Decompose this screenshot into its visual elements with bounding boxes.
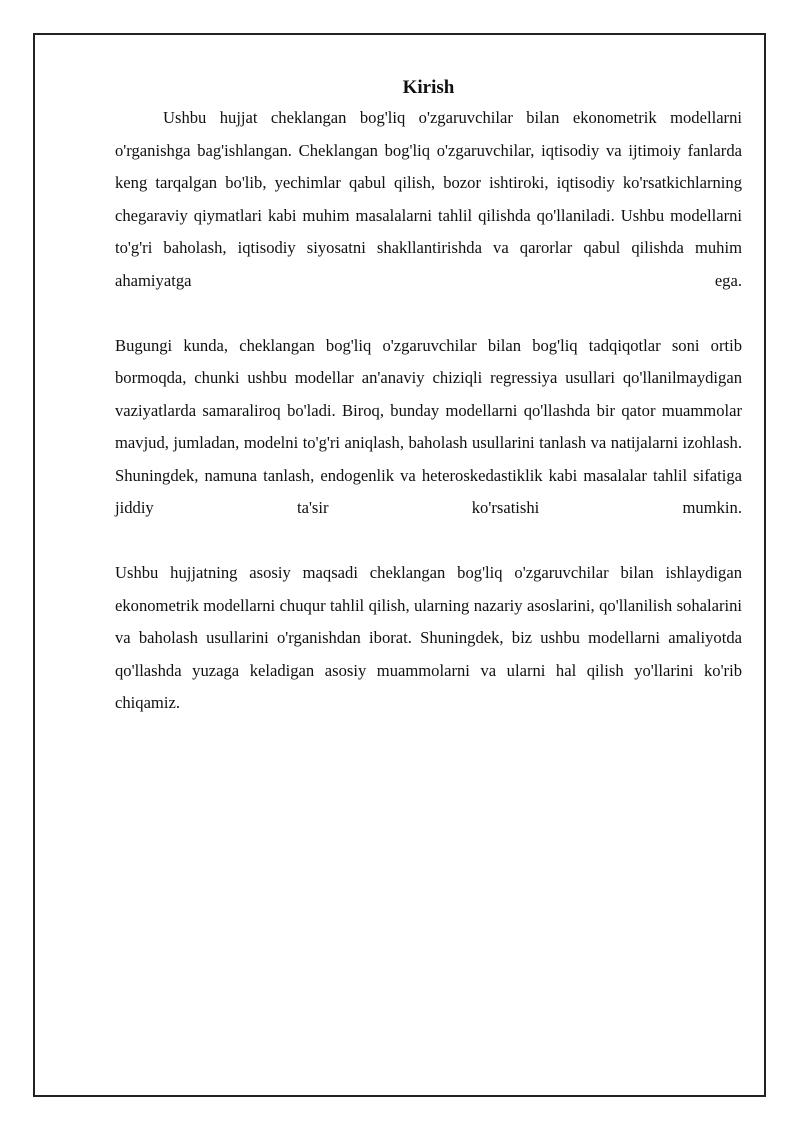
paragraph-2: Bugungi kunda, cheklangan bog'liq o'zgaruvchilar bilan bog'liq tadqiqotlar soni ortib bormoqda, chunki ushbu modellar an'anaviy chiziqli regressiya usullari qo'llanilmaydigan vaziyatlarda samaraliroq bo'ladi. Biroq, bunday modellarni qo'llashda bir qator muammolar mavjud, jumladan, modelni to'g'ri aniqlash, baholash usullarini tanlash va natijalarni izohlash. Shuningdek, namuna tanlash, endogenlik va heteroskedastiklik kabi masalalar tahlil sifatiga jiddiy ta'sir ko'rsatishi mumkin.: [115, 335, 742, 517]
document-title: Kirish: [402, 77, 455, 98]
paragraph-spacer: [115, 297, 742, 330]
paragraph-3: Ushbu hujjatning asosiy maqsadi cheklangan bog'liq o'zgaruvchilar bilan ishlaydigan ekonometrik modellarni chuqur tahlil qilish, ularning nazariy asoslarini, qo'llanilish sohalarini va baholash usullarini o'rganishdan iborat. Shuningdek, biz ushbu modellarni amaliyotda qo'llashda yuzaga keladigan asosiy muammolarni va ularni hal qilish yo'llarini ko'rib chiqamiz.: [115, 563, 742, 712]
paragraph-1: Ushbu hujjat cheklangan bog'liq o'zgaruvchilar bilan ekonometrik modellarni o'rganishga bag'ishlangan. Cheklangan bog'liq o'zgaruvchilar, iqtisodiy va ijtimoiy fanlarda keng tarqalgan bo'lib, yechimlar qabul qilish, bozor ishtiroki, iqtisodiy ko'rsatkichlarning chegaraviy qiymatlari kabi muhim masalalarni tahlil qilishda qo'llaniladi. Ushbu modellarni to'g'ri baholash, iqtisodiy siyosatni shakllantirishda va qarorlar qabul qilishda muhim ahamiyatga ega.: [115, 108, 742, 290]
document-body: [115, 74, 742, 720]
paragraph-spacer: [115, 525, 742, 558]
